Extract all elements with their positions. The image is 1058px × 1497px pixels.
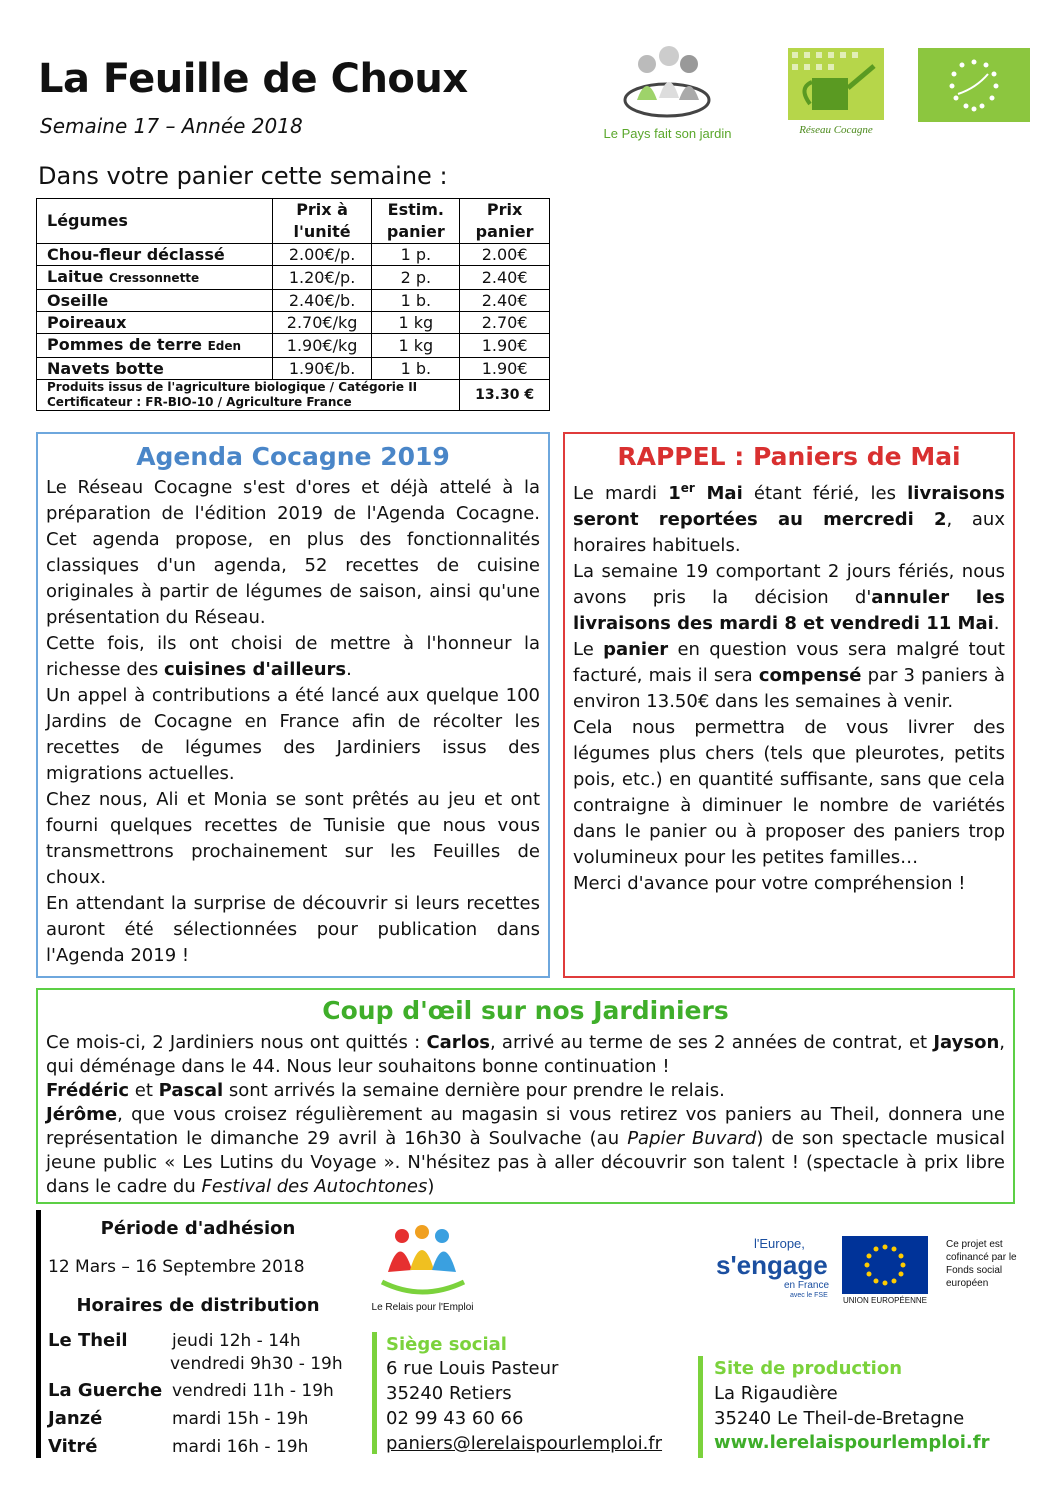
vegetable-name-text: Chou-fleur déclassé [47,245,225,264]
eu-organic-leaf-logo [918,48,1030,122]
estimate-cell: 1 p. [372,244,460,266]
jardiniers-bold-text: Jérôme [46,1104,118,1125]
certification-line-1: Produits issus de l'agriculture biologique / Catégorie II [47,380,418,394]
vegetable-name [37,266,273,290]
table-row [37,290,550,312]
jardiniers-bold-text: Pascal [158,1080,224,1101]
vegetable-name [37,244,273,266]
head-office-address: 6 rue Louis Pasteur [386,1358,559,1379]
jardiniers-paragraph [46,1103,1005,1199]
price-cell: 1.90€ [460,358,550,380]
rappel-text: par 3 paniers à environ 13.50€ dans les semaines à venir. [573,665,1005,712]
rappel-title: RAPPEL : Paniers de Mai [617,442,961,471]
jardiniers-bold-text: Frédéric [46,1080,130,1101]
schedule-time: vendredi 11h - 19h [172,1381,334,1401]
europe-line-2: s'engage [716,1250,828,1280]
pays-logo-label: Le Pays fait son jardin [603,126,732,141]
jardiniers-bold-text: Carlos [426,1032,490,1053]
jardiniers-bold-text: Jayson [933,1032,1000,1053]
agenda-bold-text: cuisines d'ailleurs [163,659,347,680]
schedule-place: Vitré [48,1436,98,1457]
agenda-body [38,471,548,969]
rappel-paragraph [573,475,1005,559]
basket-table [36,198,550,411]
unit-price-cell: 1.90€/b. [272,358,372,380]
schedule-place: La Guerche [48,1380,163,1401]
schedule-place: Janzé [48,1408,103,1429]
vegetable-name [37,334,273,358]
table-header-row [37,199,550,244]
european-union-logo [842,1236,928,1306]
rappel-paragraph: Cela nous permettra de vous livrer des légumes plus chers (tels que pleurotes, petits pois, etc.) en quantité suffisante, sans que cela contraigne à diminuer le nombre de variétés dans le panier ou à proposer des paniers trop volumineux pour les petites familles… [573,717,1005,868]
agenda-paragraph: Un appel à contributions a été lancé aux quelque 100 Jardins de Cocagne en France afin de récolter les recettes de légumes des Jardiniers issus des migrations actuelles. [46,685,540,784]
jardiniers-italic-text: Festival des Autochtones [201,1176,428,1197]
estimate-cell: 1 kg [372,312,460,334]
rappel-bold-text: annuler les livraisons des mardi 8 et vendredi 11 Mai [573,587,1005,634]
estimate-cell: 2 p. [372,266,460,290]
col-header-estimate: Estim. panier [372,199,460,244]
unit-price-cell: 1.90€/kg [272,334,372,358]
jardiniers-text: , qui déménage dans le 44. Nous leur souhaitons bonne continuation ! [46,1032,1006,1077]
certification-note [37,380,460,411]
price-cell: 2.40€ [460,290,550,312]
jardiniers-text: ) de son spectacle musical jeune public « Les Lutins du Voyage ». N'hésitez pas à aller découvrir son talent ! (spectacle à prix libre dans le cadre du [46,1128,1005,1197]
jardiniers-paragraph [46,1079,1005,1103]
table-row [37,358,550,380]
schedule-time: mardi 16h - 19h [172,1437,309,1457]
agenda-paragraph: En attendant la surprise de découvrir si leurs recettes auront été sélectionnées pour publication dans l'Agenda 2019 ! [46,893,540,966]
schedule-time: vendredi 9h30 - 19h [170,1354,343,1374]
rappel-section [563,432,1015,978]
rappel-text: en question vous sera malgré tout facturé, mais il sera [573,639,1005,686]
agenda-text: . [346,659,352,680]
jardiniers-italic-text: Papier Buvard [627,1128,757,1149]
relais-pour-emploi-logo [370,1222,475,1322]
pays-fait-son-jardin-logo [585,42,750,147]
schedule-time: mardi 15h - 19h [172,1409,309,1429]
jardiniers-text: sont arrivés la semaine dernière pour prendre le relais. [223,1080,725,1101]
vegetable-variety: Eden [207,339,242,353]
siege-divider [372,1332,377,1454]
vegetable-name [37,290,273,312]
price-cell: 2.40€ [460,266,550,290]
schedule-time: jeudi 12h - 14h [172,1331,301,1351]
price-cell: 2.00€ [460,244,550,266]
rappel-paragraph [573,559,1005,637]
rappel-bold-text: livraisons seront reportées au mercredi 2 [573,483,1005,530]
price-cell: 2.70€ [460,312,550,334]
pays-figures-icon [585,42,750,126]
col-header-basket-price: Prix panier [460,199,550,244]
rappel-text: Le mardi [573,483,669,504]
rappel-bold-text: 1 [668,483,681,504]
vegetable-name [37,312,273,334]
estimate-cell: 1 b. [372,290,460,312]
certification-line-2: Certificateur : FR-BIO-10 / Agriculture France [47,395,352,409]
rappel-paragraph: Merci d'avance pour votre compréhension ! [573,873,966,894]
eu-label: UNION EUROPÉENNE [842,1296,927,1305]
unit-price-cell: 1.20€/p. [272,266,372,290]
distribution-hours-title: Horaires de distribution [76,1295,320,1316]
basket-total: 13.30 € [460,380,550,411]
vegetable-variety: Cressonnette [108,271,200,285]
reseau-logo-box [788,48,884,120]
estimate-cell: 1 b. [372,358,460,380]
vegetable-name-text: Laitue [47,267,104,286]
vegetable-name-text: Oseille [47,291,109,310]
jardiniers-text: et [129,1080,159,1101]
jardiniers-paragraph [46,1031,1005,1079]
vegetable-name-text: Pommes de terre [47,335,203,354]
membership-period-dates: 12 Mars – 16 Septembre 2018 [48,1257,305,1277]
basket-intro: Dans votre panier cette semaine : [38,162,448,190]
rappel-bold-text: panier [603,639,669,660]
page-subtitle: Semaine 17 – Année 2018 [40,114,303,138]
agenda-paragraph [46,631,540,683]
rappel-bold-text: Mai [694,483,743,504]
table-row [37,266,550,290]
production-site-city: 35240 Le Theil-de-Bretagne [714,1408,965,1429]
schedule-place: Le Theil [48,1330,128,1351]
eu-flag-icon [842,1236,928,1294]
table-row [37,312,550,334]
head-office-email-link[interactable]: paniers@lerelaispourlemploi.fr [386,1433,663,1454]
europe-sengage-logo [714,1236,832,1304]
unit-price-cell: 2.70€/kg [272,312,372,334]
rappel-superscript: er [680,481,695,495]
membership-period-title: Période d'adhésion [100,1218,296,1239]
website-link[interactable]: www.lerelaispourlemploi.fr [714,1432,990,1453]
footer-left-divider [36,1210,41,1458]
vegetable-name [37,358,273,380]
production-site-title: Site de production [714,1358,903,1379]
agenda-text: Cette fois, ils ont choisi de mettre à l'honneur la richesse des [46,633,540,680]
jardiniers-text: , arrivé au terme de ses 2 années de contrat, et [489,1032,934,1053]
rappel-text: étant férié, les [742,483,908,504]
rappel-text: , aux horaires habituels. [573,509,1005,556]
jardiniers-text: Ce mois-ci, 2 Jardiniers nous ont quittés : [46,1032,427,1053]
head-office-phone: 02 99 43 60 66 [386,1408,524,1429]
col-header-vegetables: Légumes [37,199,273,244]
relais-figures-icon [370,1222,475,1300]
table-footer-row [37,380,550,411]
agenda-paragraph: Le Réseau Cocagne s'est d'ores et déjà attelé à la préparation de l'édition 2019 de l'Agenda Cocagne. Cet agenda propose, en plus des fonctionnalités classiques d'un agenda, 52 recettes de cuisine originales à partir de légumes de saison, ainsi qu'une présentation du Réseau. [46,477,540,628]
reseau-logo-label: Réseau Cocagne [799,124,873,136]
europe-line-4: avec le FSE [790,1292,828,1299]
head-office-city: 35240 Retiers [386,1383,512,1404]
page-title: La Feuille de Choux [38,56,468,102]
unit-price-cell: 2.00€/p. [272,244,372,266]
europe-line-3: en France [784,1280,830,1291]
jardiniers-title: Coup d'œil sur nos Jardiniers [322,996,729,1025]
head-office-title: Siège social [386,1334,507,1355]
rappel-body [565,471,1013,897]
table-row [37,244,550,266]
rappel-text: La semaine 19 comportant 2 jours fériés, nous avons pris la décision d' [573,561,1005,608]
rappel-text: . [993,613,1000,634]
europe-line-1: l'Europe, [754,1236,805,1251]
unit-price-cell: 2.40€/b. [272,290,372,312]
vegetable-name-text: Poireaux [47,313,127,332]
eu-organic-leaf-icon [918,48,1030,122]
jardiniers-text: , que vous croisez régulièrement au magasin si vous retirez vos paniers au Theil, donnera une représentation le dimanche 29 avril à 16h30 à Soulvache (au [46,1104,1005,1149]
price-cell: 1.90€ [460,334,550,358]
vegetable-name-text: Navets botte [47,359,164,378]
agenda-section [36,432,550,978]
rappel-bold-text: compensé [758,665,862,686]
jardiniers-section [36,988,1015,1204]
table-row [37,334,550,358]
watering-can-icon [788,48,884,120]
fse-cofunding-note: Ce projet est cofinancé par le Fonds social européen [946,1239,1017,1289]
agenda-paragraph: Chez nous, Ali et Monia se sont prêtés au jeu et ont fourni quelques recettes de Tunisie que nous vous transmettrons prochainement sur les Feuilles de choux. [46,789,540,888]
rappel-paragraph [573,637,1005,715]
production-site-name: La Rigaudière [714,1383,838,1404]
relais-logo-label: Le Relais pour l'Emploi [371,1302,474,1313]
site-divider [698,1356,703,1458]
col-header-unit-price: Prix à l'unité [272,199,372,244]
jardiniers-body [38,1025,1013,1199]
reseau-cocagne-logo [788,48,884,142]
agenda-title: Agenda Cocagne 2019 [136,442,450,471]
rappel-text: Le [573,639,604,660]
jardiniers-text: ) [427,1176,435,1197]
estimate-cell: 1 kg [372,334,460,358]
